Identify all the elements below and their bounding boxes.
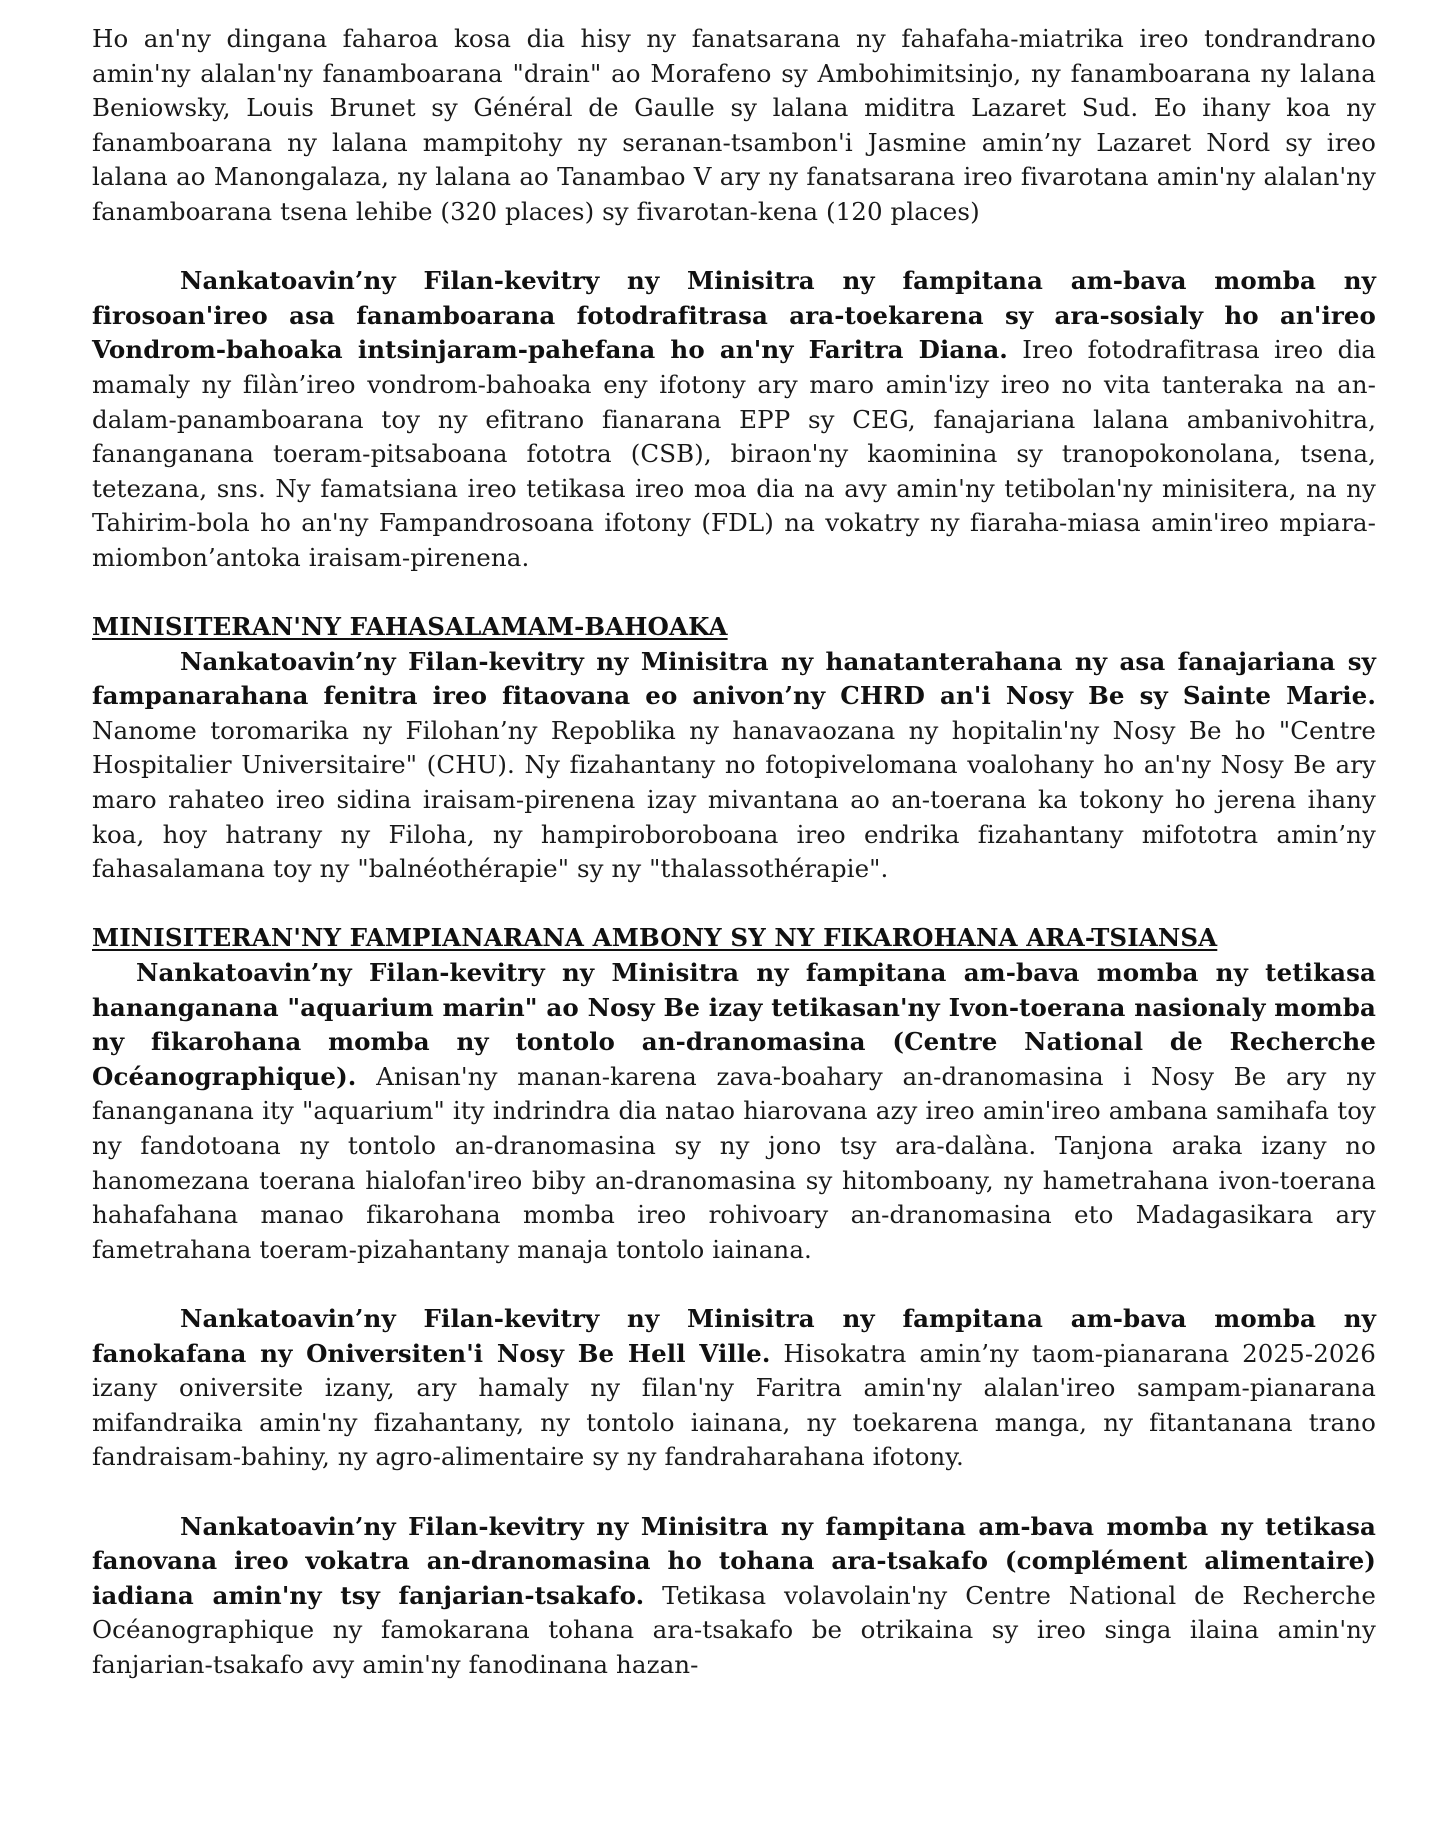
section-heading-wrap [92,610,1376,645]
paragraph-diana-infrastructure [92,264,1376,575]
paragraph-body: Nanome toromarika ny Filohan’ny Repoblika ny hanavaozana ny hopitalin'ny Nosy Be ho "Centre Hospitalier Universitaire" (CHU). Ny fizahantany no fotopivelomana voalohany ho an'ny Nosy Be ary maro rahateo ireo sidina iraisam-pirenena izay mivantana ao an-toerana ka tokony ho jerena ihany koa, hoy hatrany ny Filoha, ny hampiroboroboana ireo endrika fizahantany mifototra amin’ny fahasalamana toy ny "balnéothérapie" sy ny "thalassothérapie". [92,715,1376,884]
paragraph-drainage-roads [92,22,1376,230]
section-higher-education [92,921,1376,1682]
paragraph-chrd-nosy-be [92,645,1376,887]
paragraph-body: Tetikasa volavolain'ny Centre National de Recherche Océanographique ny famokarana tohana ara-tsakafo be otrikaina sy ireo singa ilaina amin'ny fanjarian-tsakafo avy amin'ny fanodinana hazan- [92,1580,1376,1679]
section-heading-wrap [92,921,1376,956]
paragraph-body: Ireo fotodrafitrasa ireo dia mamaly ny filàn’ireo vondrom-bahoaka eny ifotony ary maro amin'izy ireo no vita tanteraka na an-dalam-panamboarana toy ny efitrano fianarana EPP sy CEG, fanajariana lalana ambanivohitra, fananganana toeram-pitsaboana fototra (CSB), biraon'ny kaominina sy tranopokonolana, tsena, tetezana, sns. Ny famatsiana ireo tetikasa ireo moa dia na avy amin'ny tetibolan'ny minisitera, na ny Tahirim-bola ho an'ny Fampandrosoana ifotony (FDL) na vokatry ny fiaraha-miasa amin'ireo mpiara-miombon’antoka iraisam-pirenena. [92,335,1376,572]
paragraph-body: Hisokatra amin’ny taom-pianarana 2025-2026 izany oniversite izany, ary hamaly ny filan'ny Faritra amin'ny alalan'ireo sampam-pianarana mifandraika amin'ny fizahantany, ny tontolo iainana, ny toekarena manga, ny fitantanana trano fandraisam-bahiny, ny agro-alimentaire sy ny fandraharahana ifotony. [92,1338,1376,1472]
paragraph-body: Anisan'ny manan-karena zava-boahary an-dranomasina i Nosy Be ary ny fananganana ity "aquarium" ity indrindra dia natao hiarovana azy ireo amin'ireo ambana samihafa toy ny fandotoana ny tontolo an-dranomasina sy ny jono tsy ara-dalàna. Tanjona araka izany no hanomezana toerana hialofan'ireo biby an-dranomasina sy hitomboany, ny hametrahana ivon-toerana hahafahana manao fikarohana momba ireo rohivoary an-dranomasina eto Madagasikara ary fametrahana toeram-pizahantany manaja tontolo iainana. [92,1061,1376,1264]
paragraph-lead: Nankatoavin’ny Filan-kevitry ny Minisitra ny fampitana am-bava momba ny fanokafana ny Oniversiten'i Nosy Be Hell Ville. [92,1303,1376,1368]
paragraph-lead: Nankatoavin’ny Filan-kevitry ny Minisitra ny fampitana am-bava momba ny tetikasa fanovana ireo vokatra an-dranomasina ho tohana ara-tsakafo (complément alimentaire) iadiana amin'ny tsy fanjarian-tsakafo. [92,1511,1376,1610]
paragraph-aquarium-marin [92,956,1376,1267]
paragraph-lead: Nankatoavin’ny Filan-kevitry ny Minisitra ny hanatanterahana ny asa fanajariana sy fampanarahana fenitra ireo fitaovana eo anivon’ny CHRD an'i Nosy Be sy Sainte Marie. [92,646,1376,711]
paragraph-complement-alimentaire [92,1510,1376,1683]
paragraph-text: Ho an'ny dingana faharoa kosa dia hisy ny fanatsarana ny fahafaha-miatrika ireo tondrandrano amin'ny alalan'ny fanamboarana "drain" ao Morafeno sy Ambohimitsinjo, ny fanamboarana ny lalana Beniowsky, Louis Brunet sy Général de Gaulle sy lalana miditra Lazaret Sud. Eo ihany koa ny fanamboarana ny lalana mampitohy ny seranan-tsambon'i Jasmine amin’ny Lazaret Nord sy ireo lalana ao Manongalaza, ny lalana ao Tanambao V ary ny fanatsarana ireo fivarotana amin'ny alalan'ny fanamboarana tsena lehibe (320 places) sy fivarotan-kena (120 places) [92,24,1376,226]
section-health [92,610,1376,887]
paragraph-lead: Nankatoavin’ny Filan-kevitry ny Minisitra ny fampitana am-bava momba ny firosoan'ireo asa fanamboarana fotodrafitrasa ara-toekarena sy ara-sosialy ho an'ireo Vondrom-bahoaka intsinjaram-pahefana ho an'ny Faritra Diana. [92,266,1376,365]
paragraph-university-nosy-be [92,1302,1376,1475]
paragraph-lead: Nankatoavin’ny Filan-kevitry ny Minisitra ny fampitana am-bava momba ny tetikasa hananganana "aquarium marin" ao Nosy Be izay tetikasan'ny Ivon-toerana nasionaly momba ny fikarohana momba ny tontolo an-dranomasina (Centre National de Recherche Océanographique). [92,958,1376,1091]
section-heading: MINISITERAN'NY FAHASALAMAM-BAHOAKA [92,612,728,642]
section-heading: MINISITERAN'NY FAMPIANARANA AMBONY SY NY FIKAROHANA ARA-TSIANSA [92,923,1218,953]
document-page [92,22,1376,1683]
